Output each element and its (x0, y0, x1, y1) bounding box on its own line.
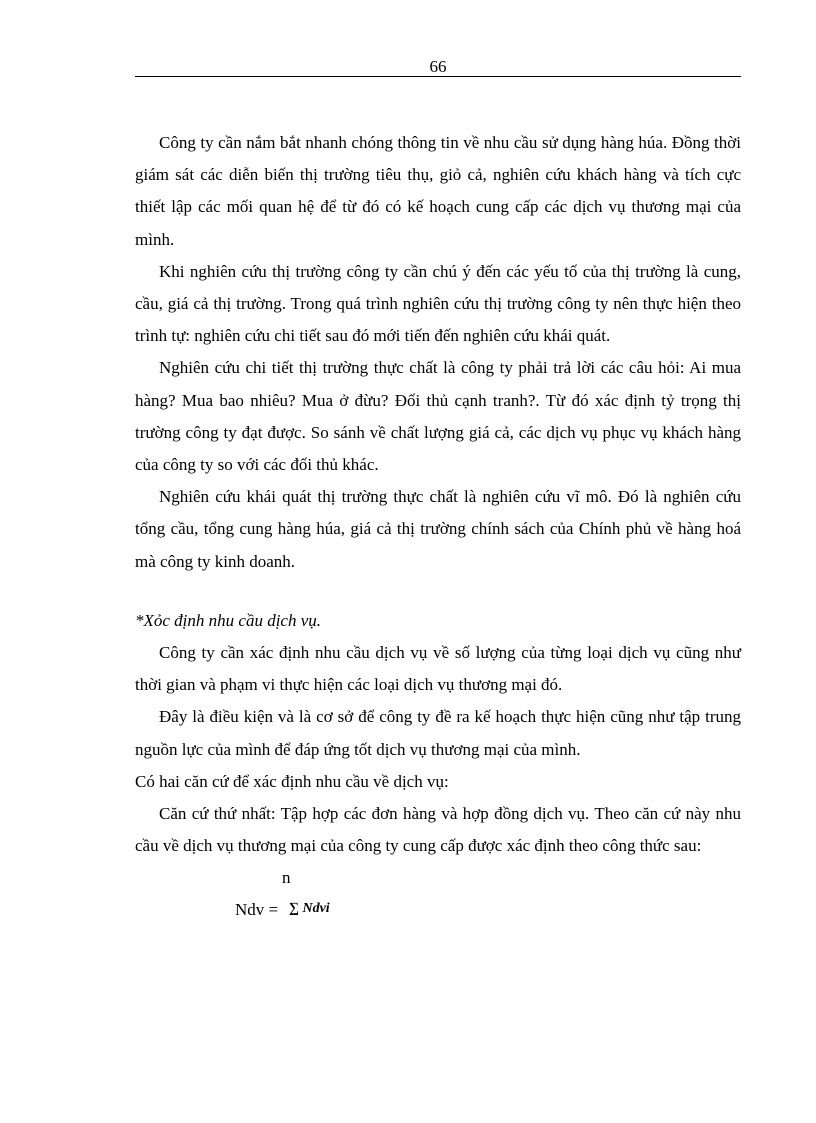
document-body (135, 127, 741, 926)
paragraph-market-research: Khi nghiên cứu thị trường công ty cần chú ý đến các yếu tố của thị trường là cung, cầu, giá cả thị trường. Trong quá trình nghiên cứu thị trường công ty nên thực hiện theo trình tự: nghiên cứu chi tiết sau đó mới tiến đến nghiên cứu khái quát. (135, 261, 741, 346)
paragraph-two-bases: Có hai căn cứ để xác định nhu cầu về dịch vụ: (135, 771, 449, 791)
paragraph-service-demand: Công ty cần xác định nhu cầu dịch vụ về số lượng của từng loại dịch vụ cũng như thời gian và phạm vi thực hiện các loại dịch vụ thương mại đó. (135, 643, 741, 695)
formula-lhs: Ndv = (235, 900, 279, 920)
paragraph-first-basis: Căn cứ thứ nhất: Tập hợp các đơn hàng và hợp đồng dịch vụ. Theo căn cứ này nhu cầu về dịch vụ thương mại của công ty cung cấp được xác định theo công thức sau: (135, 804, 741, 856)
paragraph-general-research: Nghiên cứu khái quát thị trường thực chất là nghiên cứu vĩ mô. Đó là nghiên cứu tổng cầu, tổng cung hàng húa, giá cả thị trường chính sách của Chính phủ về hàng hoá mà công ty kinh doanh. (135, 487, 741, 571)
section-heading: *Xỏc định nhu cầu dịch vụ. (135, 610, 322, 630)
paragraph-detailed-research: Nghiên cứu chi tiết thị trường thực chất là công ty phải trả lời các câu hỏi: Ai mua hàng? Mua bao nhiêu? Mua ở đừu? Đối thủ cạnh tranh?. Từ đó xác định tỷ trọng thị trường công ty đạt được. So sánh về chất lượng giá cả, các dịch vụ phục vụ khách hàng của công ty so với các đối thủ khác. (135, 358, 741, 475)
paragraph-basis: Đây là điều kiện và là cơ sở để công ty đề ra kế hoạch thực hiện cũng như tập trung nguồn lực của mình để đáp ứng tốt dịch vụ thương mại của mình. (135, 707, 741, 759)
formula-upper-limit: n (282, 868, 291, 888)
page-number: 66 (429, 57, 447, 76)
formula (135, 866, 741, 926)
formula-sum: ∑ Ndvi (289, 901, 330, 917)
paragraph-market-info: Công ty cần nắm bắt nhanh chóng thông tin về nhu cầu sử dụng hàng húa. Đồng thời giám sát các diễn biến thị trường tiêu thụ, giỏ cả, nghiên cứu khách hàng và tích cực thiết lập các mối quan hệ để từ đó có kế hoạch cung cấp các dịch vụ thương mại của mình. (135, 133, 741, 249)
page-header (135, 58, 741, 77)
